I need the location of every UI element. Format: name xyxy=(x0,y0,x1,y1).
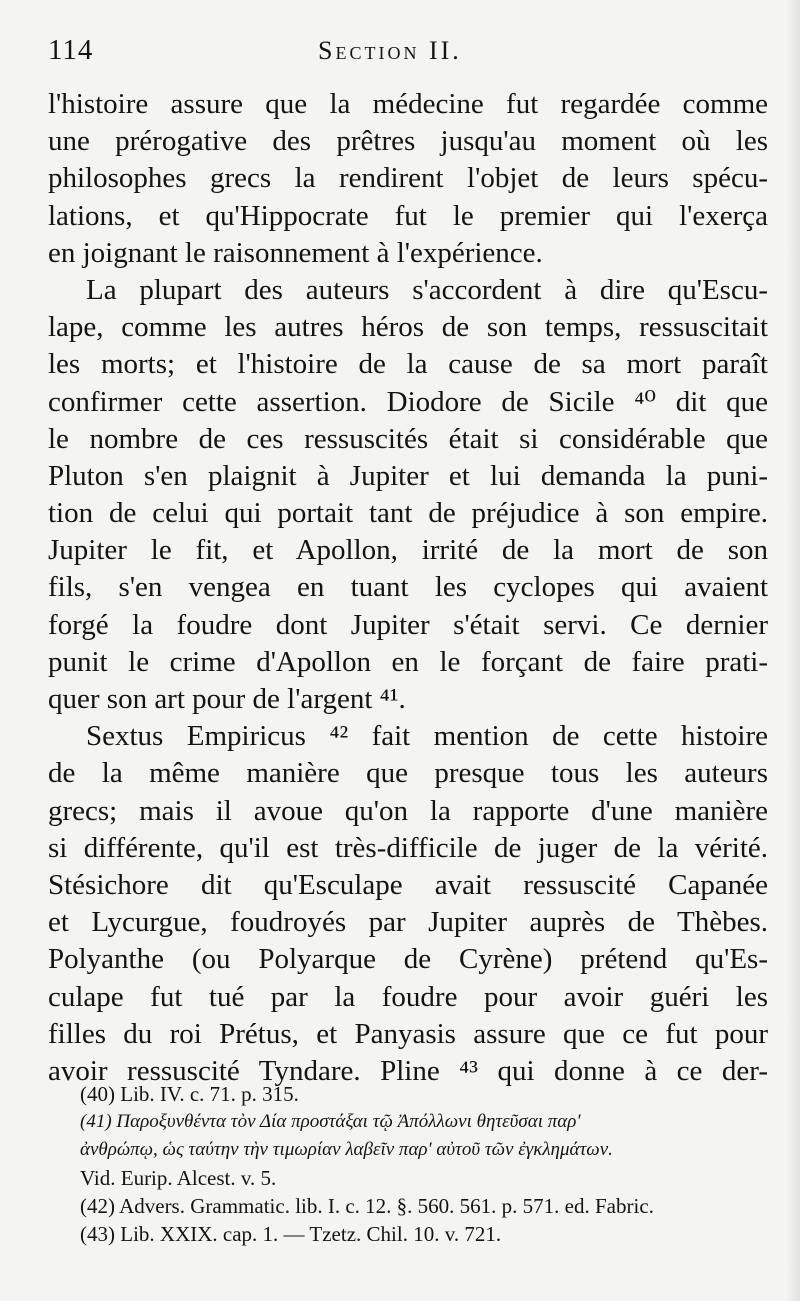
footnote-41-reference: Vid. Eurip. Alcest. v. 5. xyxy=(80,1166,277,1190)
footnote-40: (40) Lib. IV. c. 71. p. 315. xyxy=(80,1082,299,1106)
text-line: Pluton s'en plaignit à Jupiter et lui demanda la puni- xyxy=(48,459,768,492)
text-line: les morts; et l'histoire de la cause de sa mort paraît xyxy=(48,348,768,381)
page-edge-shadow xyxy=(786,0,800,1301)
text-line: lations, et qu'Hippocrate fut le premier qui l'exerça xyxy=(48,199,768,232)
text-line: Jupiter le fit, et Apollon, irrité de la mort de son xyxy=(48,534,768,567)
footnote-41: (41) Παροξυνθέντα τὸν Δία προστάξαι τῷ Ἀπόλλωνι θητεῦσαι παρ' xyxy=(80,1111,581,1132)
text-line: le nombre de ces ressuscités était si considérable que xyxy=(48,422,768,455)
page-number: 114 xyxy=(48,34,94,66)
text-line: tion de celui qui portait tant de préjudice à son empire. xyxy=(48,497,768,530)
text-line: La plupart des auteurs s'accordent à dire qu'Escu- xyxy=(86,273,768,306)
text-line: Polyanthe (ou Polyarque de Cyrène) prétend qu'Es- xyxy=(48,943,768,976)
text-line: de la même manière que presque tous les auteurs xyxy=(48,757,768,790)
text-line: Stésichore dit qu'Esculape avait ressuscité Capanée xyxy=(48,868,768,901)
page-header xyxy=(48,34,768,74)
text-line: punit le crime d'Apollon en le forçant de faire prati- xyxy=(48,645,768,678)
body-text xyxy=(48,86,768,1090)
text-line: une prérogative des prêtres jusqu'au moment où les xyxy=(48,125,768,158)
text-line: quer son art pour de l'argent ⁴¹. xyxy=(48,683,406,715)
text-line: filles du roi Prétus, et Panyasis assure que ce fut pour xyxy=(48,1017,768,1050)
footnote-43: (43) Lib. XXIX. cap. 1. — Tzetz. Chil. 10. v. 721. xyxy=(80,1222,502,1246)
text-line: et Lycurgue, foudroyés par Jupiter auprès de Thèbes. xyxy=(48,906,768,939)
text-line: lape, comme les autres héros de son temps, ressuscitait xyxy=(48,311,768,344)
running-head: Section II. xyxy=(318,36,462,65)
text-line: fils, s'en vengea en tuant les cyclopes qui avaient xyxy=(48,571,768,604)
text-line: philosophes grecs la rendirent l'objet de leurs spécu- xyxy=(48,162,768,195)
text-line: confirmer cette assertion. Diodore de Sicile ⁴⁰ dit que xyxy=(48,385,768,418)
text-line: avoir ressuscité Tyndare. Pline ⁴³ qui donne à ce der- xyxy=(48,1054,768,1087)
text-line: en joignant le raisonnement à l'expérience. xyxy=(48,236,543,269)
footnote-41-continued: ἀνθρώπῳ, ὡς ταύτην τὴν τιμωρίαν λαβεῖν παρ' αὐτοῦ τῶν ἐγκλημάτων. xyxy=(80,1139,613,1160)
footnotes xyxy=(80,1080,770,1248)
text-line: forgé la foudre dont Jupiter s'était servi. Ce dernier xyxy=(48,608,768,641)
footnote-42: (42) Advers. Grammatic. lib. I. c. 12. §. 560. 561. p. 571. ed. Fabric. xyxy=(80,1194,654,1218)
text-line: Sextus Empiricus ⁴² fait mention de cette histoire xyxy=(86,720,768,753)
text-line: grecs; mais il avoue qu'on la rapporte d'une manière xyxy=(48,794,768,827)
text-line: culape fut tué par la foudre pour avoir guéri les xyxy=(48,980,768,1013)
text-line: l'histoire assure que la médecine fut regardée comme xyxy=(48,88,768,120)
text-line: si différente, qu'il est très-difficile de juger de la vérité. xyxy=(48,831,768,864)
